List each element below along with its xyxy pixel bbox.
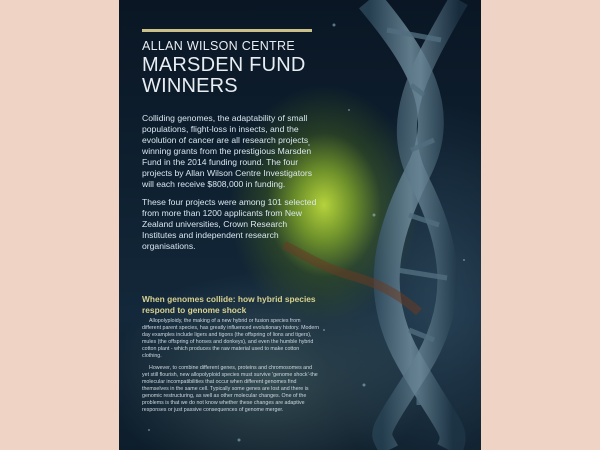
body-paragraph: Allopolyploidy, the making of a new hybrid or fusion species from different parent species, has greatly influenced evolutionary history. Modern day examples include ligers and tigons (the offspring of lions and tigers), mules (the offspring of horses and donkeys), and even the humble hybrid cotton plant - which produces the raw material used to make cotton clothing.: [142, 318, 320, 360]
intro-paragraph: Colliding genomes, the adaptability of small populations, flight-loss in insects, and the evolution of cancer are all research projects winning grants from the prestigious Marsden Fund in the 2014 funding round. The four projects by Allan Wilson Centre Investigators will each receive $808,000 in funding.: [142, 113, 313, 189]
page-title: [142, 55, 392, 97]
document-page: [119, 0, 481, 450]
title-line-2: WINNERS: [142, 75, 238, 97]
section-heading: When genomes collide: how hybrid species respond to genome shock: [142, 294, 316, 315]
organization-name: ALLAN WILSON CENTRE: [142, 39, 295, 53]
intro-paragraph: These four projects were among 101 selected from more than 1200 applicants from New Zealand universities, Crown Research Institutes and independent research organisations.: [142, 197, 317, 251]
intro-text: [142, 113, 317, 259]
accent-rule: [142, 29, 312, 32]
section-body: [142, 318, 320, 418]
body-paragraph: However, to combine different genes, proteins and chromosomes and yet still flourish, new allopolyploid species must survive 'genome shock'-the molecular incompatibilities that occur when different genomes find themselves in the same cell. Typically some genes are lost and there is genomic restructuring, as well as other molecular changes. One of the problems is that we do not know whether these changes are adaptive responses or just passive consequences of genome merger.: [142, 364, 318, 414]
title-line-1: MARSDEN FUND: [142, 54, 306, 76]
